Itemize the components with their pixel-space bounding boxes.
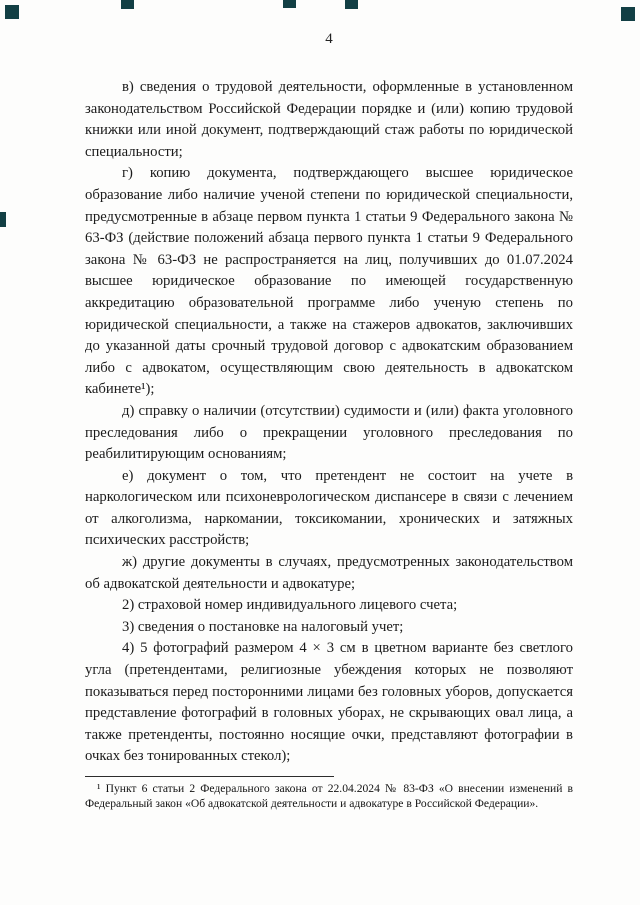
document-body <box>85 77 573 768</box>
paragraph: ж) другие документы в случаях, предусмотренных законодательством об адвокатской деятельности и адвокатуре; <box>85 554 573 592</box>
scan-mark-top-right <box>621 7 635 21</box>
footnote-text: ¹ Пункт 6 статьи 2 Федерального закона от 22.04.2024 № 83-ФЗ «О внесении изменений в Федеральный закон «Об адвокатской деятельности и адвокатуре в Российской Федерации». <box>85 782 573 810</box>
paragraph: д) справку о наличии (отсутствии) судимости и (или) факта уголовного преследования либо о прекращении уголовного преследования по реабилитирующим основаниям; <box>85 402 573 463</box>
paragraph: в) сведения о трудовой деятельности, оформленные в установленном законодательством Российской Федерации порядке и (или) копию трудовой книжки или иной документ, подтверждающий стаж работы по юридической специальности; <box>85 79 573 160</box>
scan-mark-top-1 <box>121 0 134 9</box>
footnote-divider <box>85 776 334 777</box>
paragraph: е) документ о том, что претендент не состоит на учете в наркологическом или психоневрологическом диспансере в связи с лечением от алкоголизма, наркомании, токсикомании, хронических и затяжных психических расстройств; <box>85 467 573 549</box>
footnote-section <box>85 776 573 811</box>
page-number: 4 <box>325 31 333 47</box>
paragraph: 2) страховой номер индивидуального лицевого счета; <box>122 597 458 614</box>
paragraph: 3) сведения о постановке на налоговый учет; <box>122 618 404 635</box>
scan-mark-top-3 <box>345 0 358 9</box>
scan-mark-left-edge <box>0 212 6 227</box>
paragraph: г) копию документа, подтверждающего высшее юридическое образование либо наличие ученой степени по юридической специальности, предусмотренные в абзаце первом пункта 1 статьи 9 Федерального закона № 63-ФЗ (действие положений абзаца первого пункта 1 статьи 9 Федерального закона № 63-ФЗ не распространяется на лиц, получивших до 01.07.2024 высшее юридическое образование по имеющей государственную аккредитацию образовательной программе либо ученую степень по юридической специальности, а также на стажеров адвокатов, заключивших до указанной даты срочный трудовой договор с адвокатским образованием либо с адвокатом, осуществляющим свою деятельность в адвокатском кабинете¹); <box>85 165 573 398</box>
scan-mark-top-left <box>5 5 19 19</box>
paragraph: 4) 5 фотографий размером 4 × 3 см в цветном варианте без светлого угла (претендентами, религиозные убеждения которых не позволяют показываться перед посторонними лицами без головных уборов, допускается представление фотографий в головных уборах, не скрывающих овал лица, а также претенденты, постоянно носящие очки, представляют фотографии в очках без тонированных стекол); <box>85 640 573 765</box>
scan-mark-top-2 <box>283 0 296 8</box>
